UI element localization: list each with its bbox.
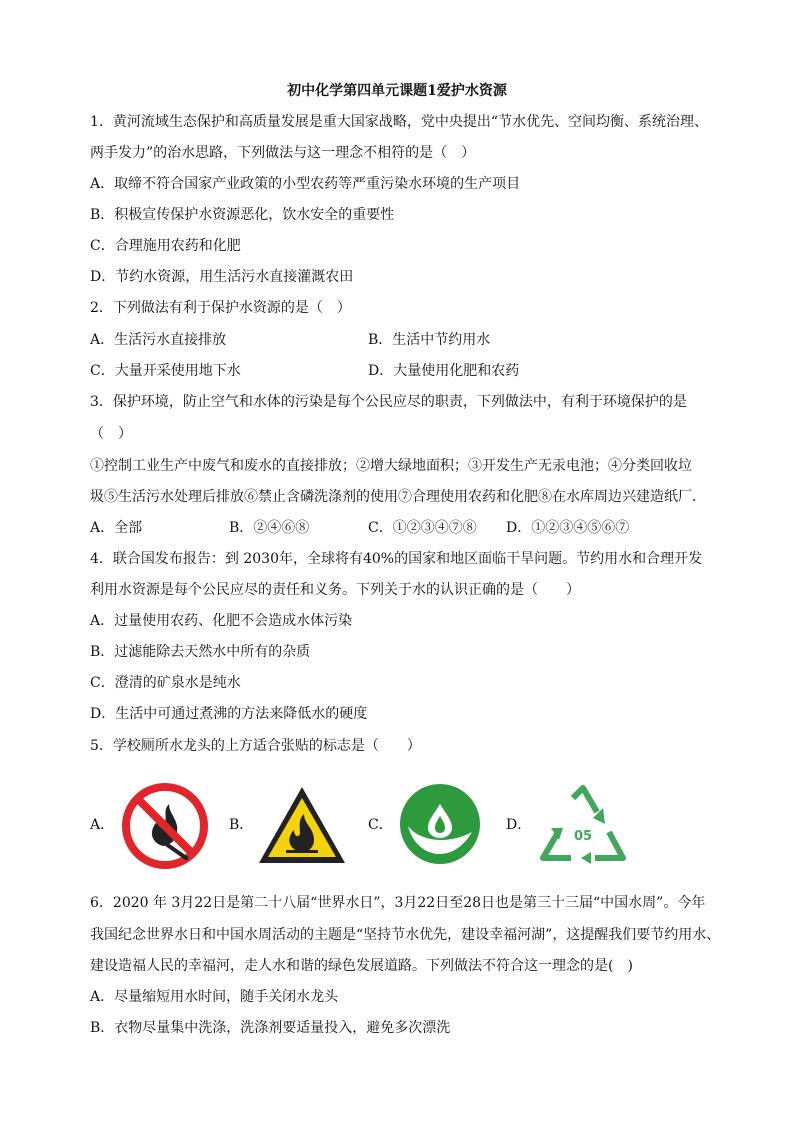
q2-option-c: C．大量开采使用地下水: [90, 363, 241, 379]
no-fire-sign-icon: [119, 780, 211, 872]
page-title: 初中化学第四单元课题1爱护水资源: [287, 83, 507, 99]
water-saving-sign-icon: [398, 782, 482, 866]
q1-option-c: C．合理施用农药和化肥: [90, 238, 241, 254]
q1-stem-line1: 1．黄河流域生态保护和高质量发展是重大国家战略，党中央提出“节水优先、空间均衡、系统治理、: [90, 114, 709, 130]
q5-label-d: D．: [506, 817, 532, 833]
recycle-number: 05: [573, 829, 593, 844]
q2-option-b: B．生活中节约用水: [368, 332, 491, 348]
q4-option-c: C．澄清的矿泉水是纯水: [90, 675, 241, 691]
q4-stem-line2: 利用水资源是每个公民应尽的责任和义务。下列关于水的认识正确的是（ ）: [90, 582, 580, 598]
q1-stem-line2: 两手发力”的治水思路，下列做法与这一理念不相符的是（ ）: [90, 145, 476, 161]
q4-stem-line1: 4．联合国发布报告：到 2030年，全球将有40%的国家和地区面临干旱问题。节约用水和合理开发: [90, 551, 703, 567]
q6-option-b: B．衣物尽量集中洗涤，洗涤剂要适量投入，避免多次漂洗: [90, 1020, 451, 1036]
q3-option-a: A．全部: [90, 520, 143, 536]
q4-option-b: B．过滤能除去天然水中所有的杂质: [90, 644, 311, 660]
flammable-warning-sign-icon: [256, 784, 348, 866]
q4-option-a: A．过量使用农药、化肥不会造成水体污染: [90, 613, 353, 629]
q1-option-d: D．节约水资源，用生活污水直接灌溉农田: [90, 269, 354, 285]
q4-option-d: D．生活中可通过煮沸的方法来降低水的硬度: [90, 706, 368, 722]
q3-option-d: D．①②③④⑤⑥⑦: [506, 520, 630, 536]
q3-option-b: B．②④⑥⑧: [229, 520, 310, 536]
q6-stem-line1: 6．2020 年 3月22日是第二十八届“世界水日”，3月22日至28日也是第三十三届“中国水周”。今年: [90, 895, 706, 911]
q3-items-line2: 圾⑤生活污水处理后排放⑥禁止含磷洗涤剂的使用⑦合理使用农药和化肥⑧在水库周边兴建造纸厂．: [90, 489, 706, 505]
q5-label-b: B．: [229, 817, 254, 833]
q3-stem-line2: （ ）: [90, 426, 132, 442]
q6-option-a: A．尽量缩短用水时间，随手关闭水龙头: [90, 989, 339, 1005]
recycle-sign-icon: [537, 784, 629, 866]
q5-label-c: C．: [368, 817, 393, 833]
q5-label-a: A．: [90, 817, 115, 833]
q3-items-line1: ①控制工业生产中废气和废水的直接排放；②增大绿地面积；③开发生产无汞电池；④分类回收垃: [90, 458, 692, 474]
q2-option-a: A．生活污水直接排放: [90, 332, 227, 348]
q1-option-b: B．积极宣传保护水资源恶化，饮水安全的重要性: [90, 207, 395, 223]
q6-stem-line3: 建设造福人民的幸福河，走人水和谐的绿色发展道路。下列做法不符合这一理念的是( ): [90, 958, 633, 974]
q3-stem-line1: 3．保护环境，防止空气和水体的污染是每个公民应尽的职责，下列做法中，有利于环境保护的是: [90, 394, 687, 410]
q5-stem: 5．学校厕所水龙头的上方适合张贴的标志是（ ）: [90, 738, 421, 754]
q2-stem: 2．下列做法有利于保护水资源的是（ ）: [90, 300, 351, 316]
q3-option-c: C．①②③④⑦⑧: [368, 520, 477, 536]
q2-option-d: D．大量使用化肥和农药: [368, 363, 520, 379]
q1-option-a: A．取缔不符合国家产业政策的小型农药等严重污染水环境的生产项目: [90, 176, 521, 192]
q6-stem-line2: 我国纪念世界水日和中国水周活动的主题是“坚持节水优先，建设幸福河湖”，这提醒我们要节约用水、: [90, 927, 721, 943]
